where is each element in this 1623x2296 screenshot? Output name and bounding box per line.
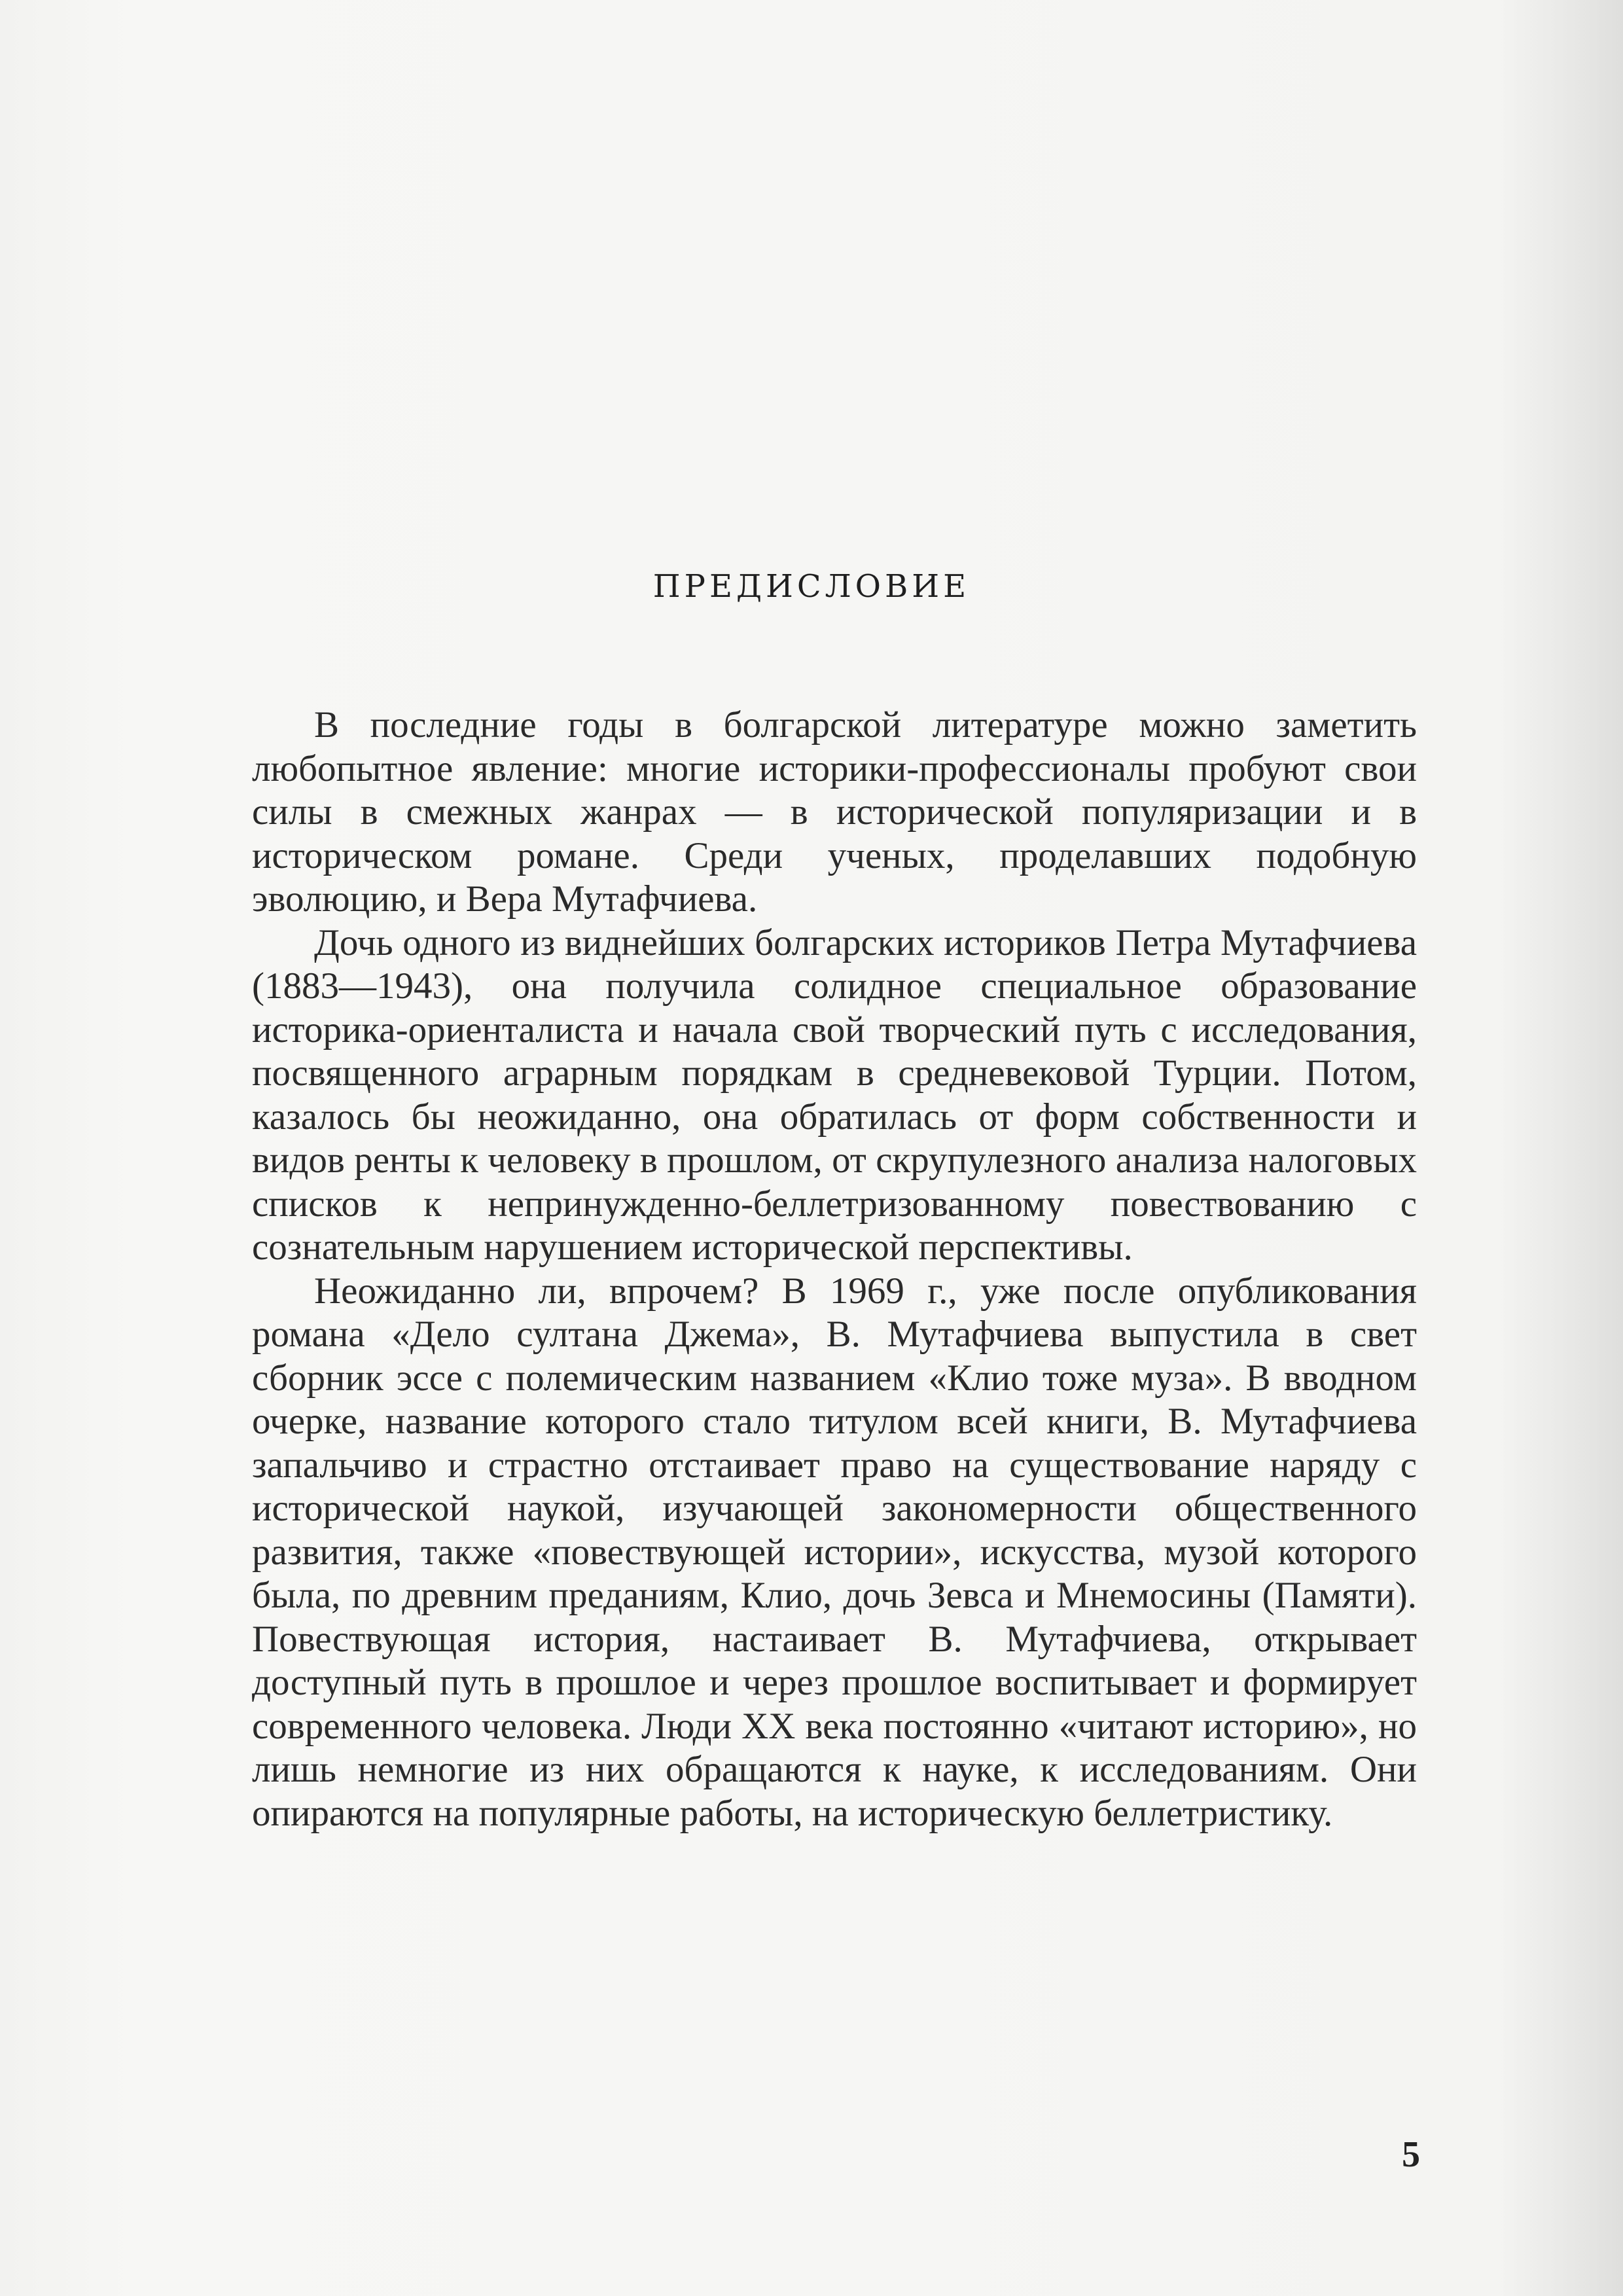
page-title: ПРЕДИСЛОВИЕ bbox=[652, 568, 971, 605]
page-number: 5 bbox=[1402, 2134, 1420, 2175]
paragraph-3: Неожиданно ли, впрочем? В 1969 г., уже после опубликования романа «Дело султана Джема», В. Мутафчиева выпустила в свет сборник эссе с полемическим названием «Клио тоже муза». В вводном очерке, название которого стало титулом всей книги, В. Мутафчиева запальчиво и страстно отстаивает право на существование наряду с исторической наукой, изучающей закономерности общественного развития, также «повествующей истории», искусства, музой которого была, по древним преданиям, Клио, дочь Зевса и Мнемосины (Памяти). Повествующая история, настаивает В. Мутафчиева, открывает доступный путь в прошлое и через прошлое воспитывает и формирует современного человека. Люди XX века постоянно «читают историю», но лишь немногие из них обращаются к науке, к исследованиям. Они опираются на популярные работы, на историческую беллетристику. bbox=[252, 1270, 1417, 1834]
page-edge-shadow bbox=[1499, 0, 1623, 2296]
paragraph-1: В последние годы в болгарской литературе можно заметить любопытное явление: многие историки-профессионалы пробуют свои силы в смежных жанрах — в исторической популяризации и в историческом романе. Среди ученых, проделавших подобную эволюцию, и Вера Мутафчиева. bbox=[252, 704, 1417, 920]
paragraph-2: Дочь одного из виднейших болгарских историков Петра Мутафчиева (1883—1943), она получила солидное специальное образование историка-ориенталиста и начала свой творческий путь с исследования, посвященного аграрным порядкам в средневековой Турции. Потом, казалось бы неожиданно, она обратилась от форм собственности и видов ренты к человеку в прошлом, от скрупулезного анализа налоговых списков к непринужденно-беллетризованному повествованию с сознательным нарушением исторической перспективы. bbox=[252, 922, 1417, 1268]
body-text bbox=[252, 704, 1417, 1835]
